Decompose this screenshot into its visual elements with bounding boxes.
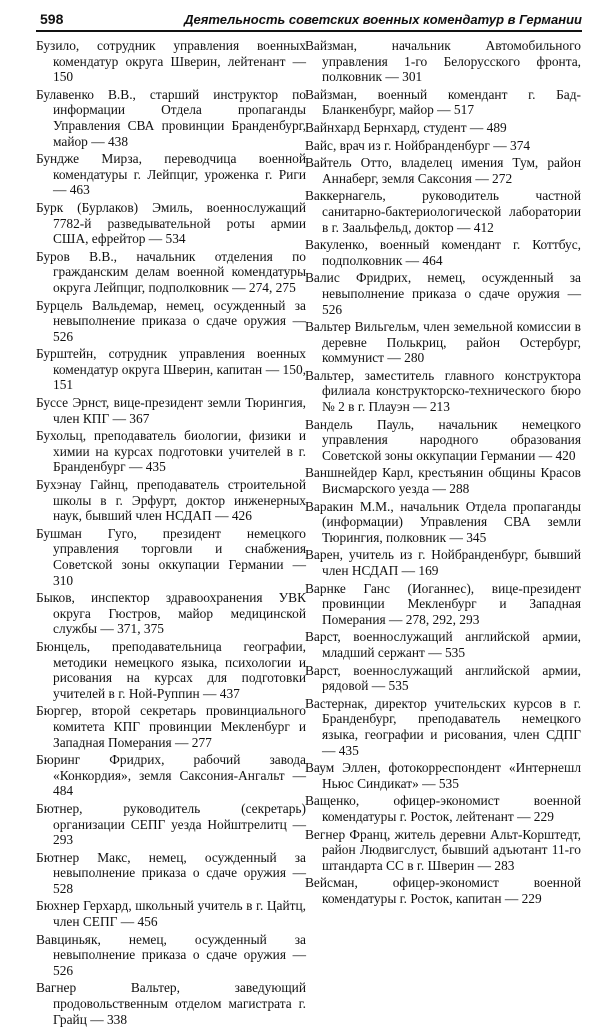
index-entry: Варнке Ганс (Иоганнес), вице-президент провинции Мекленбург и Западная Померания — 278, 292, 293 (305, 580, 581, 627)
index-entry: Вавциньяк, немец, осужденный за невыполнение приказа о сдаче оружия — 526 (36, 931, 306, 978)
index-entry: Вайнхард Бернхард, студент — 489 (305, 119, 507, 135)
index-entry: Вайтель Отто, владелец имения Тум, район Аннаберг, земля Саксония — 272 (305, 155, 581, 186)
index-entry: Ваккернагель, руководитель частной санитарно-бактериологической лаборатории в г. Заальфельд, доктор — 412 (305, 188, 581, 235)
index-entry: Вальтер, заместитель главного конструктора филиала конструкторско-технического бюро № 2 в г. Плауэн — 213 (305, 367, 581, 415)
running-title: Деятельность советских военных комендатур в Германии (184, 12, 582, 27)
index-entry: Бундже Мирза, переводчица военной комендатуры г. Лейпциг, уроженка г. Риги — 463 (36, 151, 306, 198)
index-entry: Вастернак, директор учительских курсов в г. Бранденбург, преподаватель немецкого языка, географии и рисования, член СДПГ — 435 (305, 695, 581, 758)
page-number: 598 (40, 11, 64, 27)
index-entry: Бюргер, второй секретарь провинциального комитета КПГ провинции Мекленбург и Западная Померания — 277 (36, 703, 306, 750)
index-entry: Вакуленко, военный комендант г. Коттбус, подполковник — 464 (305, 237, 581, 268)
index-entry: Бютнер Макс, немец, осужденный за невыполнение приказа о сдаче оружия — 528 (36, 849, 306, 896)
index-entry: Ващенко, офицер-экономист военной комендатуры г. Росток, лейтенант — 229 (305, 793, 581, 824)
index-entry: Буссе Эрнст, вице-президент земли Тюрингия, член КПГ — 367 (36, 395, 306, 426)
index-entry: Бурштейн, сотрудник управления военных комендатур округа Шверин, капитан — 150, 151 (36, 346, 306, 393)
index-entry: Бушман Гуго, президент немецкого управления торговли и снабжения Советской зоны оккупации Германии — 310 (36, 525, 306, 588)
index-entry: Бюнцель, преподавательница географии, методики немецкого языка, психологии и рисования на курсах для подготовки учителей в г. Ной-Руппин — 437 (36, 638, 306, 701)
index-entry: Ваум Эллен, фотокорреспондент «Интернешл Ньюс Синдикат» — 535 (305, 760, 581, 791)
index-entry: Варакин М.М., начальник Отдела пропаганды (информации) Управления СВА земли Тюрингия, полковник — 345 (305, 498, 581, 545)
index-entry: Бюринг Фридрих, рабочий завода «Конкордия», земля Саксония-Ангальт — 484 (36, 752, 306, 799)
index-entry: Вагнер Вальтер, заведующий продовольственным отделом магистрата г. Грайц — 338 (36, 980, 306, 1027)
index-entry: Ваншнейдер Карл, крестьянин общины Красов Висмарского уезда — 288 (305, 465, 581, 497)
index-entry: Бурцель Вальдемар, немец, осужденный за невыполнение приказа о сдаче оружия — 526 (36, 297, 306, 344)
index-entry: Варст, военнослужащий английской армии, рядовой — 535 (305, 662, 581, 694)
index-entry: Вальтер Вильгельм, член земельной комиссии в деревне Полькриц, район Остербург, коммунист — 280 (305, 319, 581, 366)
index-entry: Бухэнау Гайнц, преподаватель строительной школы в г. Эрфурт, доктор инженерных наук, бывший член НСДАП — 426 (36, 477, 306, 524)
index-entry: Вандель Пауль, начальник немецкого управления народного образования Советской зоны оккупации Германии — 420 (305, 416, 581, 463)
index-column-left (36, 38, 306, 1029)
index-entry: Буров В.В., начальник отделения по гражданским делам военной комендатуры округа Лейпциг, подполковник — 274, 275 (36, 248, 306, 295)
index-entry: Быков, инспектор здравоохранения УВК округа Гюстров, майор медицинской службы — 371, 375 (36, 590, 306, 637)
index-column-right (305, 38, 581, 908)
index-entry: Бюхнер Герхард, школьный учитель в г. Цайтц, член СЕПГ — 456 (36, 898, 306, 930)
index-entry: Бютнер, руководитель (секретарь) организации СЕПГ уезда Нойштрелитц — 293 (36, 800, 306, 848)
index-entry: Валис Фридрих, немец, осужденный за невыполнение приказа о сдаче оружия — 526 (305, 270, 581, 317)
index-entry: Вегнер Франц, житель деревни Альт-Корштедт, район Людвигслуст, бывший адъютант 11-го штандарта СС в г. Шверин — 283 (305, 826, 581, 873)
page-header (36, 4, 582, 32)
index-entry: Вейсман, офицер-экономист военной комендатуры г. Росток, капитан — 229 (305, 875, 581, 906)
index-entry: Варен, учитель из г. Нойбранденбург, бывший член НСДАП — 169 (305, 547, 581, 578)
index-entry: Бурк (Бурлаков) Эмиль, военнослужащий 7782-й разведывательной роты армии США, ефрейтор — 534 (36, 199, 306, 247)
index-entry: Булавенко В.В., старший инструктор по информации Отдела пропаганды Управления СВА провинции Бранденбург, майор — 438 (36, 86, 306, 149)
index-entry: Вайзман, начальник Автомобильного управления 1-го Белорусского фронта, полковник — 301 (305, 38, 581, 85)
index-entry: Бузило, сотрудник управления военных комендатур округа Шверин, лейтенант — 150 (36, 38, 306, 85)
index-entry: Варст, военнослужащий английской армии, младший сержант — 535 (305, 629, 581, 660)
index-entry: Вайс, врач из г. Нойбранденбург — 374 (305, 137, 531, 153)
index-entry: Вайзман, военный комендант г. Бад-Бланкенбург, майор — 517 (305, 86, 581, 118)
index-entry: Бухольц, преподаватель биологии, физики и химии на курсах подготовки учителей в г. Бранденбург — 435 (36, 428, 306, 475)
